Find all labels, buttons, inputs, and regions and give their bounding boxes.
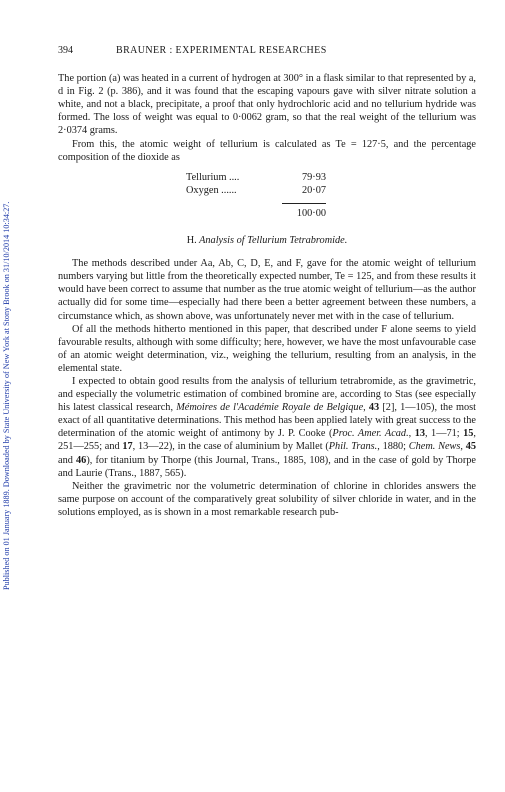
composition-table bbox=[186, 171, 326, 220]
text-run: , bbox=[460, 441, 466, 453]
volume-number: 46 bbox=[76, 454, 87, 466]
text-run: , 1880; bbox=[377, 441, 409, 453]
citation-title: Chem. News bbox=[408, 441, 461, 453]
text-run: , 13—22), in the case of aluminium by Mallet ( bbox=[132, 441, 329, 453]
section-title: Analysis of Tellurium Tetrabromide. bbox=[199, 235, 348, 247]
running-header bbox=[58, 44, 476, 57]
section-heading bbox=[58, 234, 476, 247]
volume-number: 43 bbox=[368, 402, 380, 414]
citation-title: Mémoires de l'Académie Royale de Belgique bbox=[176, 402, 364, 414]
paragraph-methods: The methods described under Aa, Ab, C, D, E, and F, gave for the atomic weight of tellurium numbers varying but little from the theoretically expected number, Te = 125, and from these results it would have been correct to assume that number as the true atomic weight of tellurium—as the author actually did for some time—especially had there been a better agreement between these numbers, a circumstance which, as shown above, was unfortunately never met with in the case of tellurium. bbox=[58, 258, 476, 322]
running-head-title: BRAUNER : EXPERIMENTAL RESEARCHES bbox=[116, 45, 327, 56]
paragraph-chlorine: Neither the gravimetric nor the volumetric determination of chlorine in chlorides answers the same purpose on account of the comparatively great solubility of silver chloride in water, and in the solutions employed, as is shown in a most remarkable research pub- bbox=[58, 480, 476, 518]
text-run: , 251—255; and bbox=[58, 428, 476, 453]
paragraph-atomic-weight: From this, the atomic weight of tellurium is calculated as Te = 127·5, and the percentage composition of the dioxide as bbox=[58, 138, 476, 163]
volume-number: 13 bbox=[414, 428, 425, 440]
text-run: [2], 1—105), the most exact of all quantitative determinations. This method has been applied lately with great success to the determination of the atomic weight of antimony by J. P. Cooke ( bbox=[58, 402, 476, 440]
page-number: 394 bbox=[58, 45, 73, 56]
download-watermark: Published on 01 January 1889. Downloaded by State University of New York at Stony Brook on 31/10/2014 10:34:27. bbox=[2, 201, 11, 590]
paragraph-tetrabromide bbox=[58, 375, 476, 480]
element-label: Oxygen ...... bbox=[186, 184, 237, 196]
text-run: , 1—71; bbox=[425, 428, 464, 440]
volume-number: 15 bbox=[463, 428, 474, 440]
volume-number: 45 bbox=[465, 441, 476, 453]
element-percent: 20·07 bbox=[301, 184, 326, 196]
composition-row bbox=[186, 184, 326, 197]
citation-title: Proc. Amer. Acad. bbox=[332, 428, 409, 440]
volume-number: 17 bbox=[122, 441, 133, 453]
paragraph-heating: The portion (a) was heated in a current of hydrogen at 300° in a flask similar to that represented by a, d in Fig. 2 (p. 386), and it was found that the escaping vapours gave with silver nitrate solution a white, and not a black, precipitate, a proof that only hydrochloric acid and no tellurium hydride was formed. The loss of weight was equal to 0·0062 gram, so that the real weight of the tellurium was 2·0374 grams. bbox=[58, 73, 476, 137]
text-run: , bbox=[408, 428, 415, 440]
citation-title: Phil. Trans. bbox=[328, 441, 378, 453]
text-run: I expected to obtain good results from the analysis of tellurium tetrabromide, as the gravimetric, and especially the volumetric estimation of combined bromine are, according to Stas (see especially his latest classical research, bbox=[58, 375, 476, 414]
text-run: , bbox=[363, 402, 369, 414]
text-run: ), for titanium by Thorpe (this Journal, Trans., 1885, 108), and in the case of gold by Thorpe and Laurie (Trans., 1887, 565). bbox=[58, 454, 476, 479]
paragraph-method-f: Of all the methods hitherto mentioned in this paper, that described under F alone seems to yield favourable results, although with some difficulty; here, however, we have the most unfavourable case of an atomic weight determination, viz., weighing the tellurium, resulting from an analysis, in the elemental state. bbox=[58, 323, 477, 374]
section-number: H. bbox=[186, 235, 197, 247]
page-body bbox=[58, 44, 476, 519]
composition-row bbox=[186, 171, 326, 184]
composition-total: 100·00 bbox=[282, 203, 326, 220]
element-label: Tellurium .... bbox=[186, 171, 240, 183]
element-percent: 79·93 bbox=[301, 171, 326, 183]
text-run: and bbox=[58, 454, 77, 466]
